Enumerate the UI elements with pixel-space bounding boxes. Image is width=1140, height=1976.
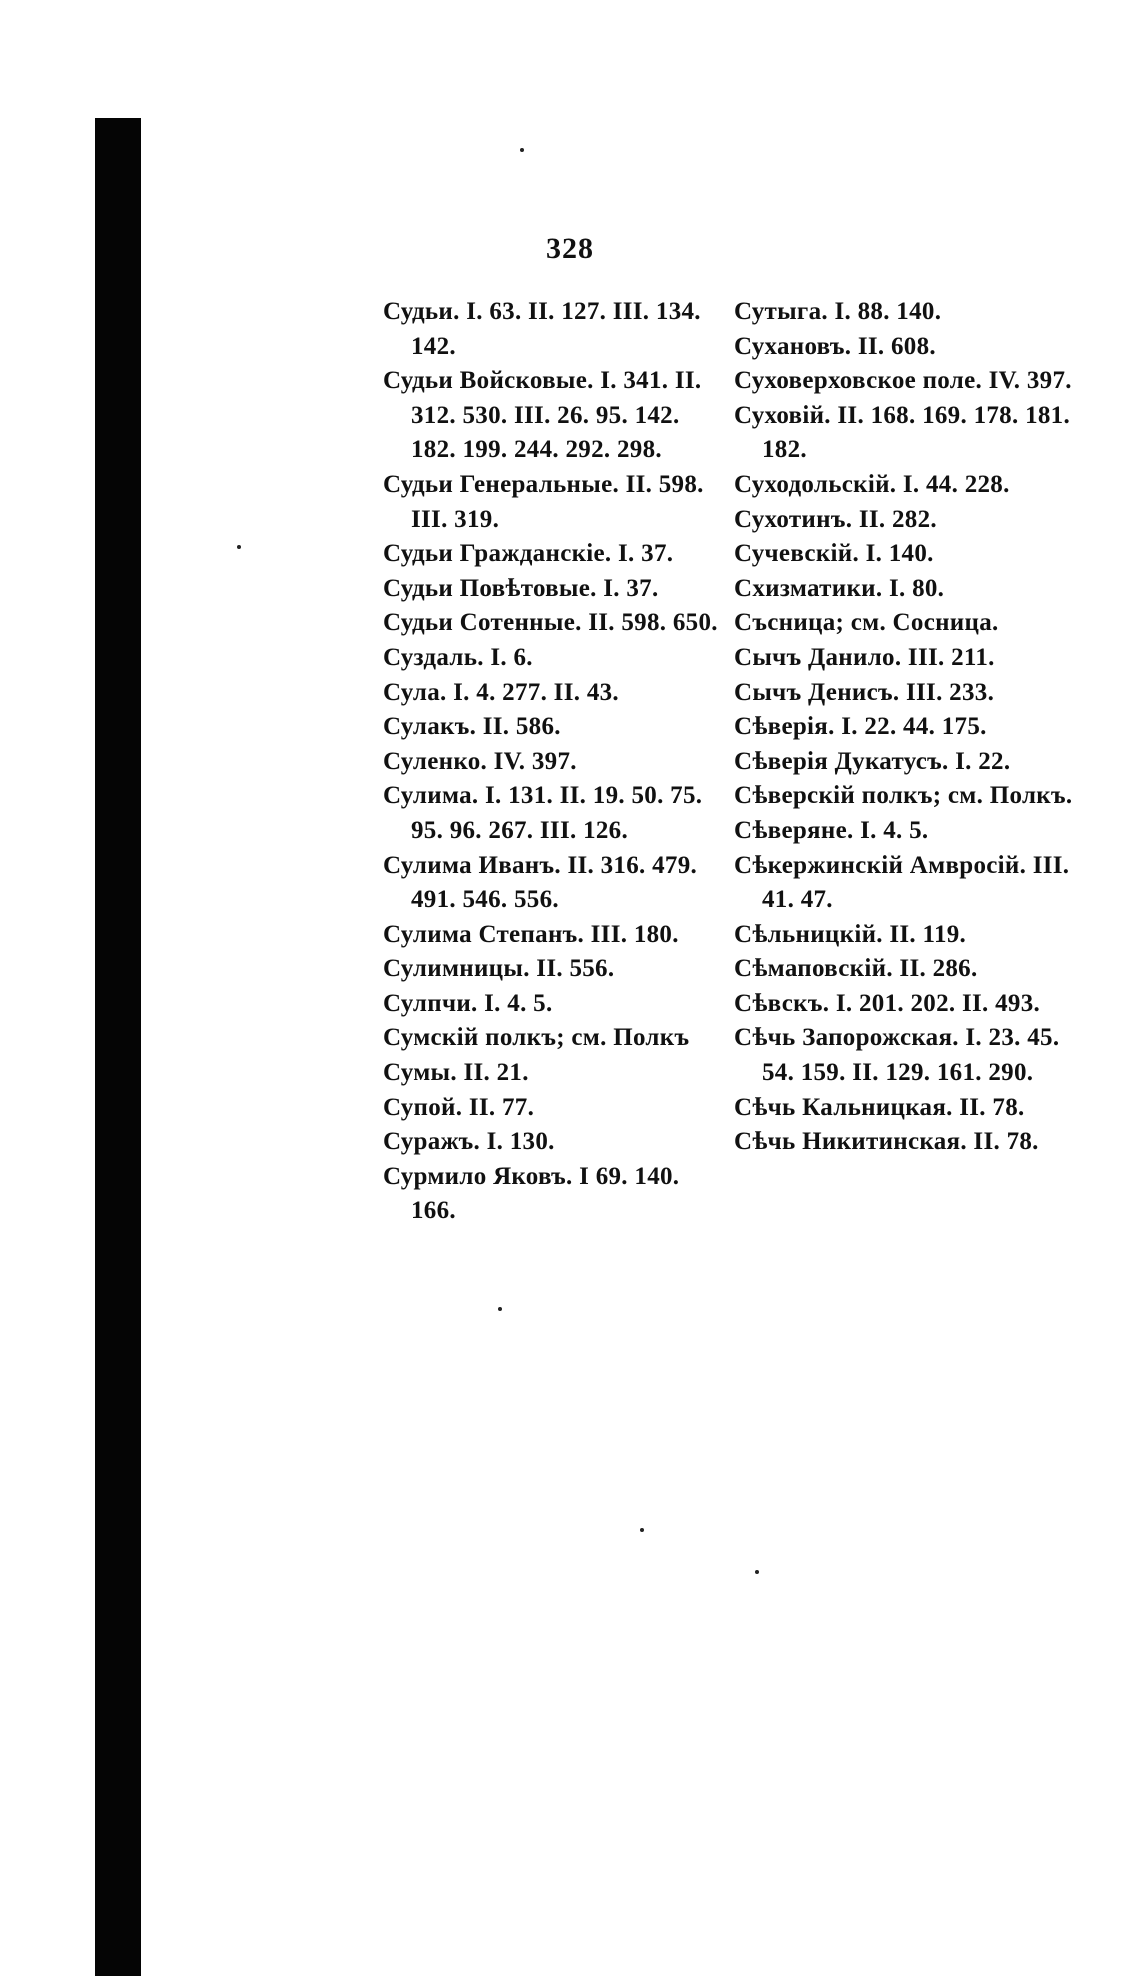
scan-speck [640,1528,644,1532]
index-entry: Сулимницы. II. 556. [383,955,615,983]
index-entry: Сулима. I. 131. II. 19. 50. 75. 95. 96. 267. III. 126. [383,782,709,844]
scan-speck [237,545,241,549]
index-entry: Сѣчь Никитинская. II. 78. [734,1128,1039,1156]
scan-speck [755,1570,759,1574]
index-entry: Сѣверскій полкъ; см. Полкъ. [734,782,1073,810]
index-entry: Супой. II. 77. [383,1093,535,1121]
scan-speck [520,148,524,152]
index-entry: Сычъ Данило. III. 211. [734,643,995,671]
index-entry: Сутыга. I. 88. 140. [734,298,942,325]
index-entry: Сумы. II. 21. [383,1059,529,1087]
index-entry: Сухотинъ. II. 282. [734,505,937,533]
index-entry: Сычъ Денисъ. III. 233. [734,678,995,706]
index-entry: Сѣмаповскій. II. 286. [734,955,978,983]
index-entry: Сѣверія. I. 22. 44. 175. [734,713,987,741]
index-entry: Суходольскій. I. 44. 228. [734,470,1010,498]
index-entry: Судьи Сотенные. II. 598. 650. [383,609,718,637]
index-entry: Сула. I. 4. 277. II. 43. [383,678,619,706]
index-entry: Сулима Степанъ. III. 180. [383,920,679,948]
index-column-left [383,295,723,1229]
index-entry: Суленко. IV. 397. [383,747,577,775]
index-entry: Суражъ. I. 130. [383,1128,555,1156]
index-entry: Сѣльницкій. II. 119. [734,920,967,948]
index-entry: Сумскій полкъ; см. Полкъ [383,1024,690,1052]
index-entry: Схизматики. I. 80. [734,574,945,602]
index-entry: Суздаль. I. 6. [383,643,533,671]
index-entry: Сурмило Яковъ. I 69. 140. 166. [383,1162,686,1225]
index-entry: Сучевскій. I. 140. [734,540,934,568]
index-entry: Сѣкержинскій Амвросій. III. 41. 47. [734,851,1076,914]
page-number: 328 [546,232,594,265]
index-entry: Суховерховское поле. IV. 397. [734,367,1072,395]
index-entry: Судьи Гражданскіе. I. 37. [383,540,674,568]
index-entry: Сѣвскъ. I. 201. 202. II. 493. [734,989,1041,1017]
index-entry: Сулакъ. II. 586. [383,713,561,741]
index-entry: Съсница; см. Сосница. [734,609,999,637]
index-entry: Сѣверяне. I. 4. 5. [734,816,929,844]
index-column-right [734,295,1077,1160]
index-entry: Сѣчь Кальницкая. II. 78. [734,1093,1025,1121]
index-entry: Суховій. II. 168. 169. 178. 181. 182. [734,401,1077,464]
index-entry: Судьи Повѣтовые. I. 37. [383,574,659,602]
index-entry: Сухановъ. II. 608. [734,332,936,360]
index-entry: Судьи Войсковые. I. 341. II. 312. 530. III. 26. 95. 142. 182. 199. 244. 292. 298. [383,367,709,464]
index-entry: Сулима Иванъ. II. 316. 479. 491. 546. 556. [383,851,704,914]
index-entry: Судьи. I. 63. II. 127. III. 134. 142. [383,298,708,360]
scan-speck [498,1307,502,1311]
index-entry: Судьи Генеральные. II. 598. III. 319. [383,470,711,533]
index-entry: Сѣверія Дукатусъ. I. 22. [734,747,1011,775]
index-entry: Сулпчи. I. 4. 5. [383,989,553,1017]
index-entry: Сѣчь Запорожская. I. 23. 45. 54. 159. II. 129. 161. 290. [734,1024,1066,1087]
book-spine-shadow [95,118,141,1976]
